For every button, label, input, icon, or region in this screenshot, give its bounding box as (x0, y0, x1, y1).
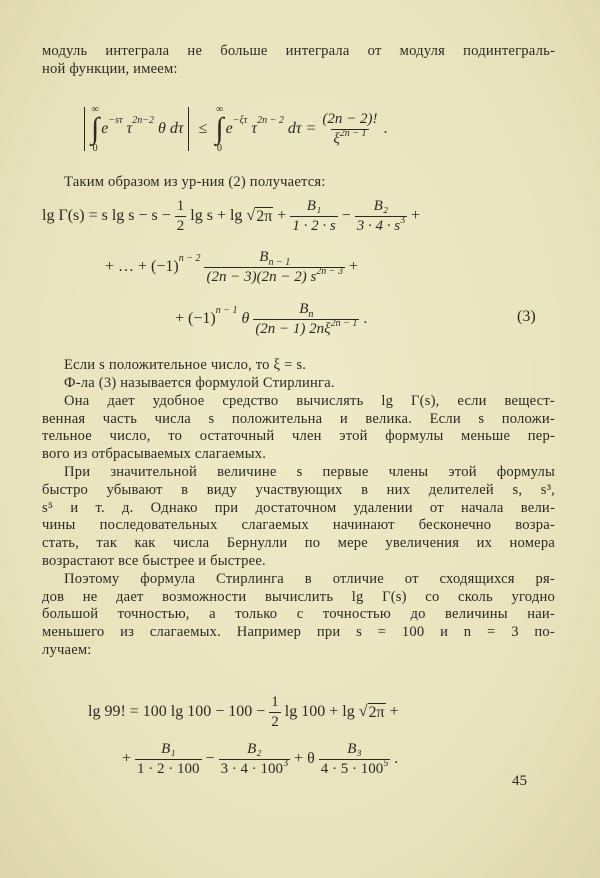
page-number: 45 (512, 773, 527, 789)
math-fragment: 1 (176, 197, 185, 214)
math-fragment: 3 · 4 · s (356, 217, 401, 234)
text-line: ной функции, имеем: (42, 61, 178, 77)
math-fragment: B₁ (161, 740, 176, 757)
math-fragment: 1 (271, 693, 279, 710)
math-fragment: . (394, 750, 399, 767)
text-line: чины последовательных слагаемых начинают бесконечно возра- (42, 517, 555, 533)
fraction (219, 741, 291, 778)
text-line: Таким образом из ур-ния (2) получается: (64, 174, 326, 190)
abs-bar-right (188, 107, 189, 151)
text-line: Поэтому формула Стирлинга в отличие от сходящихся ря- (64, 571, 555, 587)
math-fragment: 0 (217, 143, 223, 154)
math-fragment: − (341, 207, 351, 224)
math-fragment: + (122, 750, 132, 767)
math-fragment: B₁ (306, 197, 322, 214)
math-fragment: B₂ (247, 740, 262, 757)
math-fragment: 2n − 1 (330, 317, 358, 329)
math-fragment: B₂ (373, 197, 389, 214)
stirling-formula-line-2 (105, 246, 358, 288)
math-fragment: + … + (−1) (105, 258, 179, 275)
math-fragment: − (205, 750, 215, 767)
math-fragment: + θ (294, 750, 315, 767)
math-fragment: B (259, 248, 269, 265)
text-line: тельное число, то остаточный член этой формулы меньше пер- (42, 428, 555, 444)
math-fragment: 2n − 2 (257, 115, 284, 126)
text-line: венная часть числа s положительна и велика. Если s положи- (42, 411, 555, 427)
math-fragment: 1 · 2 · 100 (137, 760, 200, 777)
math-fragment: 0 (92, 143, 98, 154)
math-fragment: 2π (256, 207, 273, 225)
math-fragment: ∞ (91, 104, 99, 115)
math-fragment: −sτ (108, 115, 123, 126)
math-fragment: + (411, 207, 421, 224)
math-fragment: τ (126, 120, 133, 137)
text-line: большой точностью, а только с точностью до величины наи- (42, 606, 555, 622)
math-fragment: + (−1) (175, 310, 216, 327)
equation-number: (3) (517, 308, 536, 325)
math-fragment: ∞ (215, 104, 224, 115)
fraction (355, 198, 407, 235)
text-line: При значительной величине s первые члены этой формулы (64, 464, 555, 480)
math-part (204, 267, 345, 286)
math-fragment: + (277, 207, 287, 224)
math-fragment: 2 (271, 713, 279, 730)
math-fragment: −ξτ (232, 115, 248, 126)
math-fragment: lg s + lg √ (190, 207, 256, 224)
math-fragment: B₃ (347, 740, 362, 757)
math-part (253, 319, 359, 338)
text-line: Если s положительное число, то ξ = s. (64, 357, 307, 373)
text-line: дов не дает возможности вычислить lg Γ(s) со сколь угодно (42, 589, 555, 605)
stirling-formula-line-1 (42, 196, 420, 236)
math-fragment: . (363, 310, 368, 327)
math-fragment: ∫ (91, 112, 100, 145)
text-line: вого из отбрасываемых слагаемых. (42, 446, 267, 462)
integral-sign (215, 104, 223, 154)
math-fragment: 2π (368, 703, 385, 721)
math-fragment: (2n − 1) 2nξ (255, 320, 331, 337)
math-part (219, 759, 291, 778)
example-formula-line-2 (122, 738, 398, 780)
math-fragment: ξ (333, 130, 340, 147)
math-fragment: e (101, 120, 109, 137)
math-fragment: e (225, 120, 233, 137)
abs-bar-left (84, 107, 85, 151)
text-line: возрастают все быстрее и быстрее. (42, 553, 266, 569)
math-fragment: (2n − 2)! (322, 110, 378, 127)
math-part (319, 759, 391, 778)
math-fragment: B (299, 300, 309, 317)
fraction (204, 249, 345, 286)
math-fragment: (2n − 3)(2n − 2) s (206, 268, 317, 285)
math-fragment: ∫ (215, 112, 224, 145)
math-fragment: 5 (383, 757, 389, 769)
math-fragment: n − 1 (268, 256, 291, 268)
math-fragment: ≤ (198, 120, 208, 137)
math-part (257, 249, 292, 267)
text-line: стать, так как числа Бернулли по мере увеличения их номера (42, 535, 555, 551)
math-fragment: + (389, 703, 399, 720)
fraction (175, 198, 187, 235)
math-fragment: . (383, 120, 388, 137)
math-fragment: n (308, 308, 314, 320)
math-fragment: dτ = (287, 120, 317, 137)
math-fragment: 1 · 2 · s (292, 217, 336, 234)
fraction (269, 694, 281, 731)
fraction (253, 301, 359, 338)
text-line: Она дает удобное средство вычислять lg Γ(s), если вещест- (64, 393, 555, 409)
math-fragment: 2n−2 (132, 115, 155, 126)
text-line: модуль интеграла не больше интеграла от модуля подинтеграль- (42, 43, 555, 59)
text-line: быстро убывают в виду участвующих в них делителей s, s³, (42, 482, 555, 498)
math-fragment: 2 (176, 217, 185, 234)
math-fragment: τ (251, 120, 258, 137)
math-fragment: 2n − 1 (339, 127, 367, 139)
integral-inequality-formula (80, 98, 387, 160)
math-fragment: + (349, 258, 359, 275)
math-part (297, 301, 315, 319)
math-part (355, 216, 407, 235)
math-fragment: θ (241, 310, 250, 327)
example-formula-line-1 (88, 692, 399, 732)
integral-sign (91, 104, 99, 154)
math-fragment: lg Γ(s) = s lg s − s − (42, 207, 171, 224)
math-fragment: lg 99! = 100 lg 100 − 100 − (88, 703, 266, 720)
math-fragment: 2n − 3 (316, 265, 344, 277)
math-fragment: θ dτ (158, 120, 184, 137)
math-fragment: n − 1 (215, 305, 238, 316)
stirling-formula-line-3 (175, 298, 367, 340)
text-line: лучаем: (42, 642, 92, 658)
math-fragment: lg 100 + lg √ (284, 703, 368, 720)
text-line: меньшего из слагаемых. Например при s = 100 и n = 3 по- (42, 624, 555, 640)
math-fragment: 3 · 4 · 100 (220, 760, 284, 777)
math-fragment: 3 (283, 757, 289, 769)
text-line: Ф-ла (3) называется формулой Стирлинга. (64, 375, 335, 391)
math-fragment: n − 2 (178, 253, 201, 264)
fraction (320, 111, 379, 148)
fraction (290, 198, 337, 235)
fraction (319, 741, 391, 778)
text-line: s⁵ и т. д. Однако при достаточном удалении от начала вели- (42, 500, 555, 516)
math-fragment: 4 · 5 · 100 (320, 760, 384, 777)
fraction (135, 741, 202, 778)
math-fragment: 3 (400, 214, 406, 226)
math-part (331, 129, 368, 148)
